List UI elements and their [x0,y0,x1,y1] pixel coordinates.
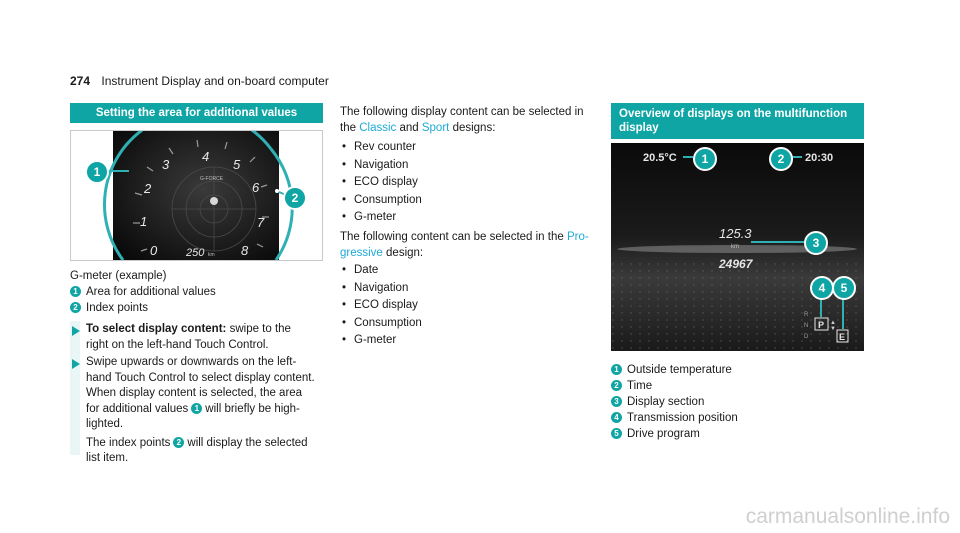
scale-number: 0 [150,243,158,258]
instruction-bar [70,321,80,455]
intro-text: design: [386,247,424,259]
multifunction-display-figure [611,143,864,351]
left-legend [70,284,216,316]
inline-number: 2 [173,437,184,448]
instruction-text: The index points [86,436,171,449]
section-title-line: display [619,122,659,134]
legend-text: Display section [627,396,705,408]
speed-readout: 125.3 [719,226,752,241]
instruction-text: lighted. [86,418,124,430]
callout-badge: 4 [810,276,834,300]
up-down-arrow-icon: ▼ [830,326,836,332]
g-force-label: G-FORCE [200,176,224,182]
scale-number: 3 [162,157,170,172]
progressive-list [340,262,422,350]
page-header [70,74,329,88]
speed-value: 250 [186,247,205,259]
up-down-arrow-icon: ▲ [830,320,836,326]
instruction-step-1 [86,322,291,353]
instruction-text: will briefly be high- [205,402,300,415]
section-title-right [611,103,864,139]
callout-badge: 3 [804,231,828,255]
unit-readout: km [731,244,739,250]
figure-caption: G-meter (example) [70,270,167,282]
callout-badge: 1 [85,160,109,184]
list-item: • ECO display [340,174,422,192]
instruction-arrow-icon [72,326,80,336]
time-readout: 20:30 [805,152,834,164]
temperature-readout: 20.5°C [643,152,677,164]
intro-text: The following display content can be selected in [340,106,584,118]
legend-text: Transmission position [627,412,738,424]
list-item: • Rev counter [340,139,422,157]
park-indicator: P [818,320,825,330]
legend-text: Drive program [627,428,700,440]
legend-number: 4 [611,412,622,423]
watermark: carmanualsonline.info [745,505,950,528]
legend-number: 2 [611,380,622,391]
legend-text: Outside temperature [627,364,732,376]
instruction-text: right on the left-hand Touch Control. [86,338,269,351]
list-item: • Consumption [340,315,422,333]
callout-badge: 1 [693,147,717,171]
sport-link[interactable]: Sport [421,122,450,134]
legend-text: Index points [86,302,149,314]
instruction-text: Swipe upwards or downwards on the left- [86,356,297,368]
scale-number: 5 [233,157,241,172]
dot-pattern [611,258,864,351]
drive-program-indicator: E [839,332,846,342]
right-legend [611,362,738,442]
classic-link[interactable]: Classic [359,122,397,134]
legend-item [611,426,738,442]
list-item: • Navigation [340,280,422,298]
instruction-step-2 [86,355,315,467]
gear-letter: N [804,323,809,329]
instruction-text: swipe to the [229,323,291,335]
legend-number: 1 [70,286,81,297]
index-point [275,189,279,193]
chapter-title: Instrument Display and on-board computer [101,74,329,88]
progressive-link[interactable]: Pro- [566,231,589,243]
list-item: • Navigation [340,157,422,175]
speed-unit: km [208,252,215,258]
legend-number: 5 [611,428,622,439]
legend-item [70,284,216,300]
middle-intro [340,104,600,136]
list-item: • Date [340,262,422,280]
instruction-text: will display the selected [187,436,308,449]
intro-text: the [340,122,356,134]
scale-number: 7 [257,215,265,230]
middle-intro-2 [340,229,600,261]
classic-sport-list [340,139,422,227]
page-number: 274 [70,74,91,88]
list-item: • G-meter [340,332,422,350]
legend-item [611,394,738,410]
scale-number: 8 [241,243,249,258]
instruction-label: To select display content: [86,323,227,335]
odometer-readout: 24967 [719,257,753,271]
list-item: • G-meter [340,209,422,227]
list-item: • Consumption [340,192,422,210]
g-force-dot [210,197,218,205]
inline-number: 1 [191,403,202,414]
instruction-text: When display content is selected, the area [86,387,303,399]
intro-text: and [399,122,419,134]
intro-text: The following content can be selected in the [340,231,564,243]
scale-number: 2 [144,181,152,196]
progressive-link[interactable]: gressive [340,247,383,259]
legend-item [70,300,216,316]
instruction-text: list item. [86,452,129,464]
scale-number: 4 [202,149,210,164]
gear-letter: D [804,334,809,340]
legend-number: 1 [611,364,622,375]
legend-item [611,378,738,394]
legend-item [611,362,738,378]
g-meter-figure [70,130,323,261]
scale-number: 1 [140,214,148,229]
legend-number: 3 [611,396,622,407]
callout-badge: 2 [769,147,793,171]
instruction-text: for additional values [86,402,189,415]
legend-text: Area for additional values [86,286,216,298]
callout-badge: 5 [832,276,856,300]
instruction-text: hand Touch Control to select display content. [86,371,315,384]
gear-list [804,312,809,340]
legend-number: 2 [70,302,81,313]
section-title-line: Overview of displays on the multifunction [619,108,848,120]
instruction-arrow-icon [72,359,80,369]
section-title-left: Setting the area for additional values [70,103,323,123]
list-item: • ECO display [340,297,422,315]
legend-item [611,410,738,426]
legend-text: Time [627,380,653,392]
gear-letter: R [804,312,809,318]
scale-number: 6 [252,180,260,195]
callout-badge: 2 [283,186,307,210]
intro-text: designs: [452,122,496,134]
